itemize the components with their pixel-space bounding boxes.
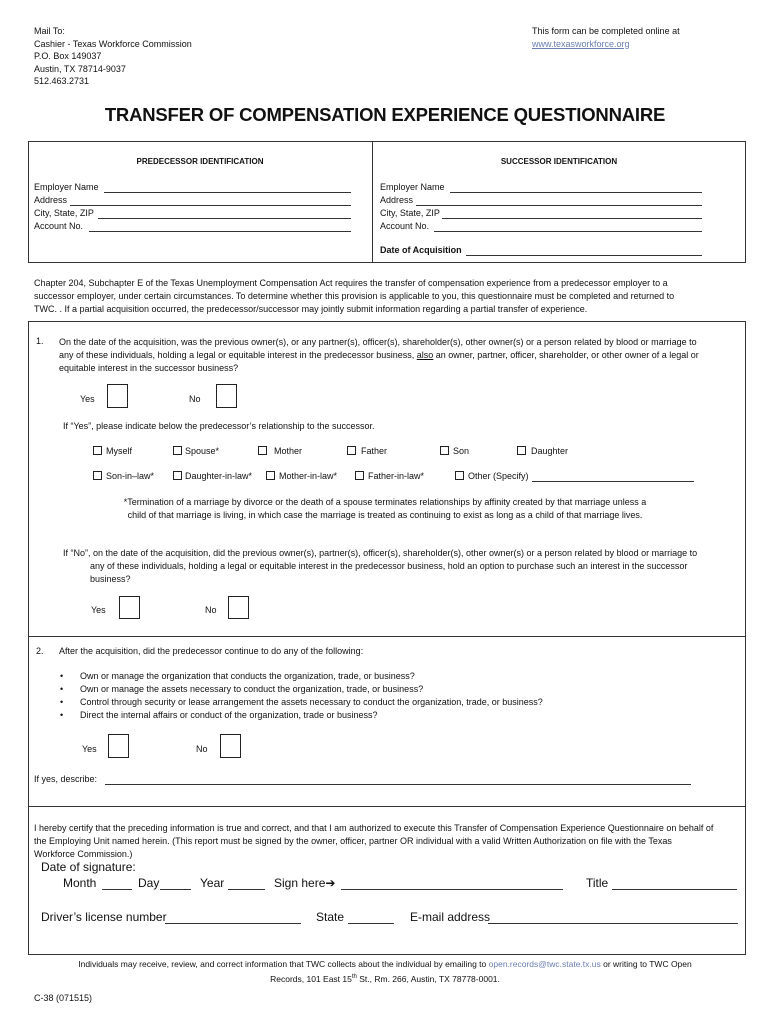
q2-item-3: Control through security or lease arrangement the assets necessary to conduct the organization, trade, or business? [80,697,543,707]
other-checkbox[interactable] [455,471,464,480]
q1-if-yes-text: If “Yes”, please indicate below the predecessor’s relationship to the successor. [63,421,375,431]
q1-line-2c: an owner, partner, officer, shareholder, or other owner of a legal or [433,350,699,360]
q1-if-no-line-3: business? [90,574,131,584]
succ-account-field[interactable] [434,231,702,232]
date-of-signature-label: Date of signature: [41,860,136,874]
email-field[interactable] [488,923,738,924]
year-label: Year [200,876,225,890]
successor-header: SUCCESSOR IDENTIFICATION [500,157,618,166]
pred-address-label: Address [34,195,68,205]
online-notice [532,25,680,50]
father-checkbox[interactable] [347,446,356,455]
pred-city-label: City, State, ZIP [34,208,94,218]
mail-to-block [34,25,192,88]
intro-line-2: successor employer, under certain circumstances. To determine whether this provision is applicable to you, this questionnaire must be completed and returned to [34,291,675,301]
q1-no-box[interactable] [216,384,237,408]
email-label: E-mail address [410,910,491,924]
q2-item-2: Own or manage the assets necessary to conduct the organization, trade, or business? [80,684,424,694]
daughter-checkbox[interactable] [517,446,526,455]
privacy-line-1 [0,958,770,971]
q1-line-3: equitable interest in the successor business? [59,363,239,373]
year-field[interactable] [228,889,265,890]
succ-address-label: Address [380,195,414,205]
son-checkbox[interactable] [440,446,449,455]
myself-label: Myself [106,446,133,456]
spouse-checkbox[interactable] [173,446,182,455]
son-in-law-label: Son-in–law* [106,471,155,481]
privacy-line-1b: or writing to TWC Open [600,959,692,969]
state-field[interactable] [348,923,394,924]
succ-city-label: City, State, ZIP [380,208,440,218]
intro-paragraph [34,277,746,316]
cert-line-3: Workforce Commission.) [34,849,133,859]
day-label: Day [138,876,160,890]
mail-to-label: Mail To: [34,26,65,36]
privacy-line-2 [0,971,770,986]
pred-city-field[interactable] [98,218,351,219]
father-label: Father [361,446,388,456]
q1-no-label: No [189,394,201,404]
q1b-no-box[interactable] [228,596,249,619]
succ-address-field[interactable] [416,205,702,206]
title-field[interactable] [612,889,737,890]
date-of-acquisition-field[interactable] [466,255,702,256]
father-in-law-checkbox[interactable] [355,471,364,480]
father-in-law-label: Father-in-law* [368,471,425,481]
q1b-yes-label: Yes [91,605,106,615]
q1-yes-label: Yes [80,394,95,404]
privacy-line-2a: Records, 101 East 15 [270,973,352,984]
pred-employer-name-label: Employer Name [34,182,99,192]
form-code: C-38 (071515) [34,993,93,1003]
privacy-line-2b: St., Rm. 266, Austin, TX 78778-0001. [356,973,500,984]
q2-item-1: Own or manage the organization that conducts the organization, trade, or business? [80,671,415,681]
succ-account-label: Account No. [380,221,430,231]
affinity-note-line-2: child of that marriage is living, in which case the marriage is treated as continuing to exist as long as a child of that marriage lives. [127,510,643,520]
other-specify-field[interactable] [532,481,694,482]
q1b-no-label: No [205,605,217,615]
intro-line-1: Chapter 204, Subchapter E of the Texas Unemployment Compensation Act requires the transfer of compensation experience from a predecessor employer to a [34,278,668,288]
cert-line-1: I hereby certify that the preceding information is true and correct, and that I am authorized to execute this Transfer of Compensation Experience Questionnaire on behalf of [34,823,714,833]
spouse-label: Spouse* [185,446,220,456]
mail-to-line-2: P.O. Box 149037 [34,51,102,61]
q1-yes-box[interactable] [107,384,128,408]
pred-address-field[interactable] [70,205,351,206]
q2-question: After the acquisition, did the predecessor continue to do any of the following: [59,646,364,656]
intro-line-3: TWC. . If a partial acquisition occurred, the predecessor/successor may jointly submit information regarding a partial transfer of experience. [34,304,588,314]
mail-to-line-1: Cashier - Texas Workforce Commission [34,38,192,49]
signature-field[interactable] [341,889,563,890]
succ-city-field[interactable] [442,218,702,219]
pred-account-field[interactable] [89,231,351,232]
q1-if-no [63,547,743,586]
open-records-email-link[interactable]: open.records@twc.state.tx.us [488,959,601,969]
q1-line-1: On the date of the acquisition, was the previous owner(s), or any partner(s), officer(s), shareholder(s), other owner(s) or a person related by blood or marriage to [59,337,697,347]
mail-to-line-3: Austin, TX 78714-9037 [34,63,126,74]
mother-in-law-checkbox[interactable] [266,471,275,480]
succ-employer-name-label: Employer Name [380,182,445,192]
q2-yes-box[interactable] [108,734,129,758]
mail-to-line-4: 512.463.2731 [34,76,90,86]
q2-bullet-3: • [60,697,64,707]
q1-if-no-line-2: any of these individuals, holding a legal or equitable interest in the predecessor business, hold an option to purchase such an interest in the successor [90,561,688,571]
page-title: TRANSFER OF COMPENSATION EXPERIENCE QUESTIONNAIRE [104,104,666,125]
q2-item-4: Direct the internal affairs or conduct of the organization, trade or business? [80,710,378,720]
daughter-in-law-label: Daughter-in-law* [185,471,253,481]
son-label: Son [453,446,470,456]
pred-account-label: Account No. [34,221,84,231]
date-of-acquisition-label: Date of Acquisition [380,245,462,255]
affinity-note-line-1: *Termination of a marriage by divorce or the death of a spouse terminates relationships by affinity created by that marriage unless a [123,497,647,507]
pred-employer-name-field[interactable] [104,192,351,193]
q2-no-label: No [196,744,208,754]
mother-in-law-label: Mother-in-law* [279,471,338,481]
q2-number: 2. [36,646,44,656]
q2-bullet-4: • [60,710,64,720]
month-label: Month [63,876,97,890]
divider-q2-cert [28,806,746,807]
privacy-notice [0,958,770,986]
q1-line-2-also: also [416,350,434,360]
cert-line-2: the Employing Unit named herein. (This report must be signed by the owner, officer, partner OR individual with a valid Written Authorization on file with the Texas [34,836,672,846]
q1b-yes-box[interactable] [119,596,140,619]
certification-text [34,822,744,861]
q1-if-no-line-1: If “No”, on the date of the acquisition, did the previous owner(s), partner(s), officer(s), shareholder(s), other owner(s) or a person related by blood or marriage to [63,548,698,558]
affinity-note [0,496,770,522]
month-field[interactable] [102,889,132,890]
title-label: Title [586,876,609,890]
q2-describe-field[interactable] [105,784,691,785]
drivers-license-label: Driver’s license number [41,910,167,924]
drivers-license-field[interactable] [165,923,301,924]
daughter-label: Daughter [531,446,569,456]
succ-employer-name-field[interactable] [450,192,702,193]
myself-checkbox[interactable] [93,446,102,455]
predecessor-header: PREDECESSOR IDENTIFICATION [136,157,264,166]
mother-checkbox[interactable] [258,446,267,455]
q1-line-2a: any of these individuals, holding a legal or equitable interest in the predecessor business, [59,350,417,360]
q1-number: 1. [36,336,44,346]
online-notice-text: This form can be completed online at [532,26,680,36]
q2-describe-label: If yes, describe: [34,774,98,784]
mother-label: Mother [274,446,303,456]
q2-bullet-1: • [60,671,64,681]
daughter-in-law-checkbox[interactable] [173,471,182,480]
q1-line-2 [59,349,739,362]
other-label: Other (Specify) [468,471,529,481]
q2-no-box[interactable] [220,734,241,758]
sign-here-label: Sign here➔ [274,876,336,890]
privacy-sup: th [351,974,357,980]
q1-question [59,336,739,375]
q2-bullet-2: • [60,684,64,694]
day-field[interactable] [160,889,191,890]
online-url-link[interactable]: www.texasworkforce.org [532,38,630,49]
q2-yes-label: Yes [82,744,97,754]
state-label: State [316,910,345,924]
son-in-law-checkbox[interactable] [93,471,102,480]
privacy-line-1a: Individuals may receive, review, and correct information that TWC collects about the individual by emailing to [78,959,489,969]
divider-q1-q2 [28,636,746,637]
